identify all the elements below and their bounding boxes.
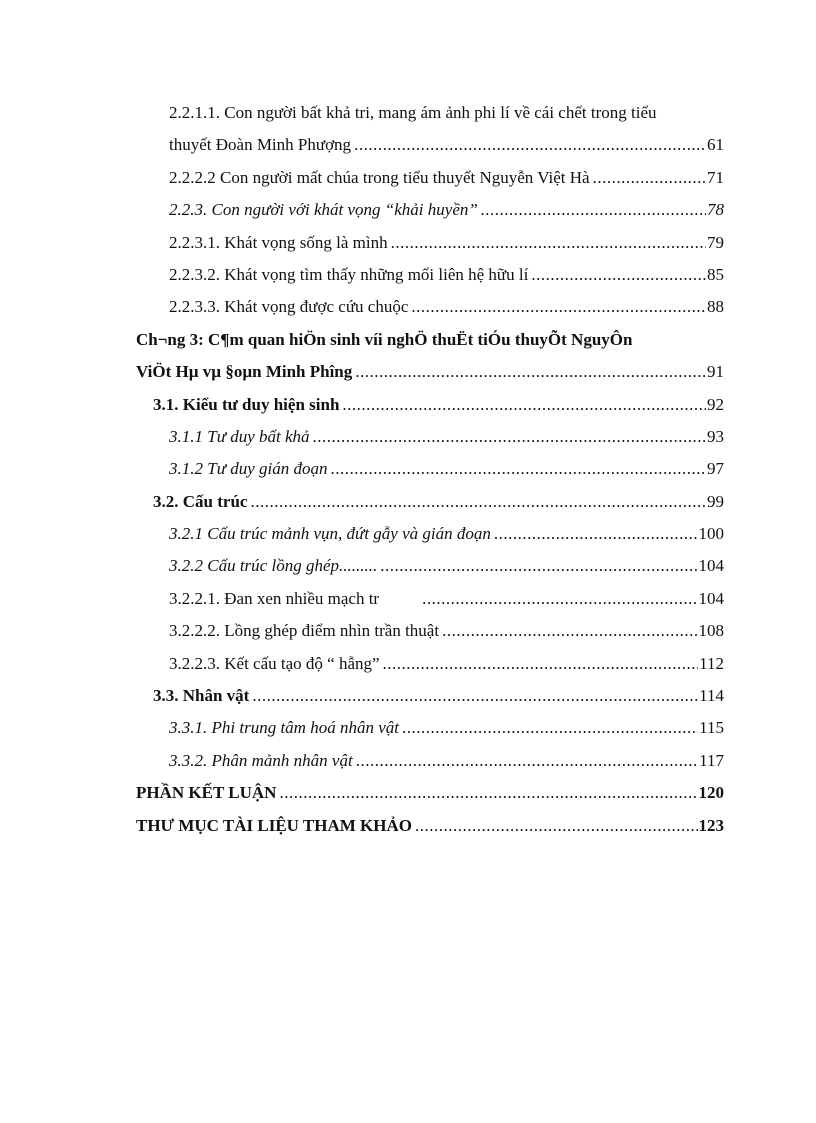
toc-entry — [0, 777, 816, 809]
toc-entry-label: Ch¬ng 3: C¶m quan hiÖn sinh víi nghÖ thuËt tiÓu thuyÕt NguyÔn — [136, 329, 633, 349]
toc-entry-label: 3.2.2.2. Lồng ghép điểm nhìn trần thuật — [169, 621, 440, 641]
toc-page-number: 123 — [698, 815, 724, 835]
toc-entry-label: 3.3.1. Phi trung tâm hoá nhân vật — [169, 718, 399, 738]
dot-leader — [382, 583, 697, 615]
toc-entry-label: 3.1.2 Tư duy gián đoạn — [169, 459, 328, 479]
toc-entry — [0, 129, 816, 161]
dot-leader — [356, 745, 698, 777]
dot-leader — [391, 227, 706, 259]
toc-page-number: 120 — [698, 783, 724, 803]
toc-page-number: 99 — [707, 491, 724, 511]
toc-entry-label: thuyết Đoàn Minh Phượng — [169, 135, 352, 155]
toc-page-number: 71 — [707, 167, 724, 187]
dot-leader — [252, 680, 698, 712]
toc-page-number: 91 — [707, 362, 724, 382]
dot-leader — [481, 194, 706, 226]
dot-leader — [342, 389, 706, 421]
toc-page-number: 117 — [699, 750, 724, 770]
toc-entry-label: 3.3. Nhân vật — [153, 686, 250, 706]
toc-page-number: 100 — [698, 524, 724, 544]
dot-leader — [411, 291, 706, 323]
toc-page-number: 108 — [698, 621, 724, 641]
dot-leader — [531, 259, 706, 291]
toc-chapter-heading — [0, 324, 816, 356]
toc-entry — [0, 550, 816, 582]
toc-page-number: 85 — [707, 264, 724, 284]
toc-page-number: 78 — [707, 200, 724, 220]
toc-entry-label: 3.1.1 Tư duy bất khả — [169, 426, 310, 446]
toc-entry-label: 3.2.2 Cấu trúc lồng ghép......... — [169, 556, 378, 576]
dot-leader — [279, 777, 697, 809]
toc-entry — [0, 518, 816, 550]
toc-entry-label: 3.1. Kiểu tư duy hiện sinh — [153, 394, 340, 414]
toc-page-number: 104 — [698, 588, 724, 608]
dot-leader — [383, 648, 699, 680]
toc-page-number: 104 — [698, 556, 724, 576]
dot-leader — [380, 550, 697, 582]
dot-leader — [331, 453, 707, 485]
dot-leader — [593, 162, 706, 194]
toc-entry — [0, 356, 816, 388]
toc-entry — [0, 583, 816, 615]
dot-leader — [494, 518, 698, 550]
toc-entry-label: THƯ MỤC TÀI LIỆU THAM KHẢO — [136, 815, 412, 835]
toc-page-number: 114 — [699, 686, 724, 706]
toc-entry — [0, 97, 816, 129]
dot-leader — [355, 356, 706, 388]
dot-leader — [354, 129, 706, 161]
toc-page-number: 79 — [707, 232, 724, 252]
toc-entry-label: PHẦN KẾT LUẬN — [136, 783, 277, 803]
dot-leader — [415, 810, 698, 842]
table-of-contents — [0, 97, 816, 842]
toc-page-number: 88 — [707, 297, 724, 317]
toc-entry — [0, 421, 816, 453]
toc-page-number: 92 — [707, 394, 724, 414]
dot-leader — [442, 615, 697, 647]
toc-entry — [0, 194, 816, 226]
toc-entry-label: 3.2.2.3. Kết cấu tạo độ “ hẫng” — [169, 653, 380, 673]
toc-entry-label: 3.2.1 Cấu trúc mảnh vụn, đứt gẫy và gián đoạn — [169, 524, 491, 544]
toc-entry — [0, 712, 816, 744]
toc-entry-label: 2.2.3. Con người với khát vọng “khải huyền” — [169, 200, 478, 220]
toc-entry — [0, 615, 816, 647]
toc-entry-label: 3.2. Cấu trúc — [153, 491, 248, 511]
toc-page-number: 93 — [707, 426, 724, 446]
dot-leader — [402, 712, 698, 744]
toc-page-number: 61 — [707, 135, 724, 155]
toc-page-number: 115 — [699, 718, 724, 738]
toc-entry — [0, 648, 816, 680]
toc-entry-label: 2.2.3.3. Khát vọng được cứu chuộc — [169, 297, 409, 317]
toc-entry — [0, 162, 816, 194]
toc-entry — [0, 486, 816, 518]
toc-entry — [0, 291, 816, 323]
toc-entry-label: ViÖt Hµ vµ §oµn Minh Phîng — [136, 362, 353, 382]
toc-entry — [0, 810, 816, 842]
toc-entry — [0, 259, 816, 291]
toc-page-number: 97 — [707, 459, 724, 479]
toc-entry-label: 2.2.1.1. Con người bất khả tri, mang ám ảnh phi lí về cái chết trong tiểu — [169, 103, 657, 122]
dot-leader — [250, 486, 706, 518]
dot-leader — [313, 421, 706, 453]
toc-page-number: 112 — [699, 653, 724, 673]
toc-entry-label: 2.2.2.2 Con người mất chúa trong tiểu thuyết Nguyễn Việt Hà — [169, 167, 590, 187]
toc-entry — [0, 680, 816, 712]
toc-entry — [0, 453, 816, 485]
toc-entry — [0, 227, 816, 259]
toc-entry-label: 3.3.2. Phân mảnh nhân vật — [169, 750, 353, 770]
toc-entry — [0, 389, 816, 421]
toc-entry-label: 2.2.3.1. Khát vọng sống là mình — [169, 232, 388, 252]
toc-entry — [0, 745, 816, 777]
toc-entry-label: 2.2.3.2. Khát vọng tìm thấy những mối liên hệ hữu lí — [169, 264, 529, 284]
toc-entry-label: 3.2.2.1. Đan xen nhiều mạch tr — [169, 588, 380, 608]
